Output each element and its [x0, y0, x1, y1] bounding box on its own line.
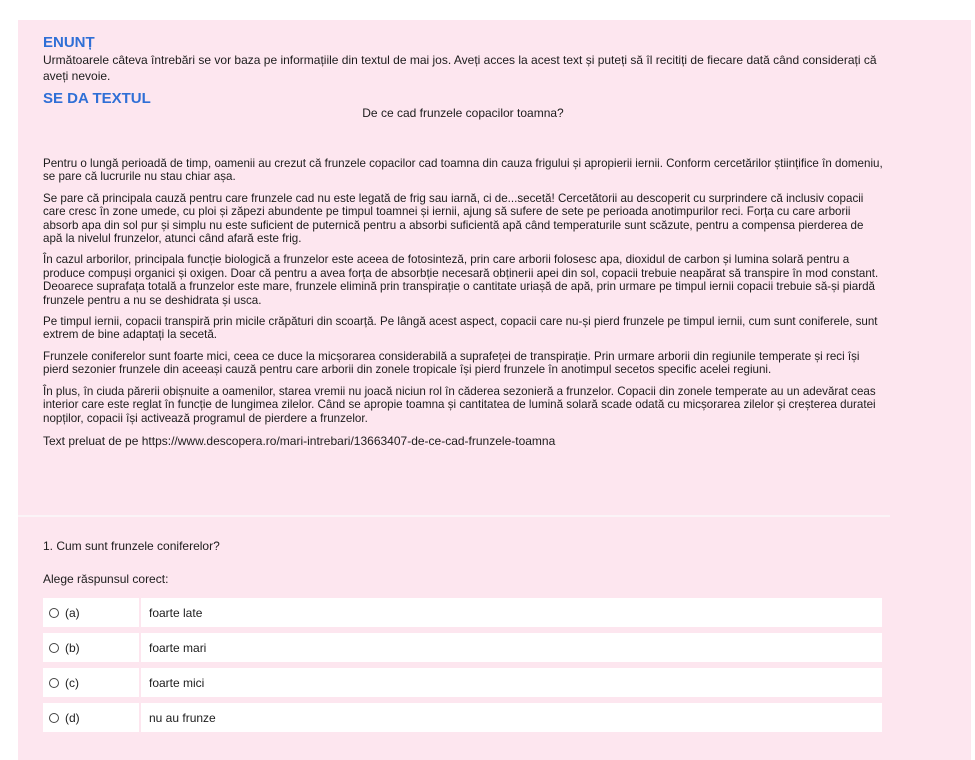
- text-paragraph-6: În plus, în ciuda părerii obișnuite a oamenilor, starea vremii nu joacă niciun rol în căderea sezonieră a frunzelor. Copacii din zonele temperate au un adevărat ceas interior care este reglat în funcție de lungimea zilelor. Când se apropie toamna și cantitatea de lumină solară scade odată cu micșorarea zilelor și creșterea duratei nopților, copacii își activează programul de pierdere a frunzelor.: [43, 384, 876, 425]
- answer-prompt: Alege răspunsul corect:: [43, 572, 169, 586]
- option-text: foarte mari: [149, 640, 207, 655]
- answer-option-b[interactable]: [43, 633, 882, 662]
- option-letter-cell: [43, 633, 141, 662]
- text-paragraph-4: Pe timpul iernii, copacii transpiră prin micile crăpături din scoarță. Pe lângă acest aspect, copacii care nu-și pierd frunzele pe timpul iernii, cum sunt coniferele, sunt extrem de bine adaptați la secetă.: [43, 315, 878, 342]
- option-text: nu au frunze: [149, 710, 216, 725]
- quiz-panel: [18, 20, 971, 760]
- text-paragraph-1: Pentru o lungă perioadă de timp, oamenii au crezut că frunzele copacilor cad toamna din cauza frigului și apropierii iernii. Conform cercetărilor științifice în domeniu, se pare că lucrurile nu stau chiar așa.: [43, 157, 883, 184]
- option-letter-cell: [43, 598, 141, 627]
- option-text: foarte mici: [149, 675, 205, 690]
- enunt-heading: ENUNȚ: [43, 34, 95, 51]
- enunt-text: Următoarele câteva întrebări se vor baza pe informațiile din textul de mai jos. Aveți acces la acest text și puteți să îl recitiți de fiecare dată când considerați că aveți nevoie.: [43, 53, 877, 83]
- option-text: foarte late: [149, 605, 203, 620]
- answer-option-d[interactable]: [43, 703, 882, 732]
- section-divider: [18, 515, 890, 517]
- option-letter-cell: [43, 668, 141, 697]
- answer-options: [43, 598, 882, 738]
- option-letter-cell: [43, 703, 141, 732]
- option-letter: (b): [65, 640, 80, 655]
- radio-icon[interactable]: [49, 643, 59, 653]
- text-paragraph-3: În cazul arborilor, principala funcție biologică a frunzelor este aceea de fotosinteză, prin care arborii folosesc apa, dioxidul de carbon și lumina solară pentru a produce compuși organici și oxigen. Doar că pentru a avea forța de absorbție necesară obținerii apei din sol, copacii trebuie neapărat să transpire în mod constant. Deoarece suprafața totală a frunzelor este mare, frunzele elimină prin transpirație o cantitate uriașă de apă, prin urmare pe timpul iernii copacii trebuie să-și piardă frunzele pentru a nu se deshidrata și usca.: [43, 253, 879, 307]
- text-paragraph-5: Frunzele coniferelor sunt foarte mici, ceea ce duce la micșorarea considerabilă a suprafeței de transpirație. Prin urmare arborii din regiunile temperate și reci își pierd sezonier frunzele din aceeași cauză pentru care arborii din zonele tropicale își pierd frunzele în anotimpul secetos specific acelei regiuni.: [43, 349, 860, 377]
- radio-icon[interactable]: [49, 608, 59, 618]
- radio-icon[interactable]: [49, 713, 59, 723]
- option-letter: (d): [65, 710, 80, 725]
- text-paragraph-2: Se pare că principala cauză pentru care frunzele cad nu este legată de frig sau iarnă, ci de...secetă! Cercetătorii au descoperit cu surprindere că inclusiv copacii care cresc în zone umede, cu ploi și zăpezi abundente pe timpul toamnei și iernii, ajung să sufere de sete pe perioada anotimpurilor reci. Forța cu care arborii absorb apa din sol pur și simplu nu este suficient de puternică pentru a absorbi suficientă apă când temperaturile sunt scăzute, pentru a compensa pierderea de apă la nivelul frunzelor, atunci când afară este frig.: [43, 191, 864, 246]
- answer-option-c[interactable]: [43, 668, 882, 697]
- answer-option-a[interactable]: [43, 598, 882, 627]
- text-title: De ce cad frunzele copacilor toamna?: [362, 106, 564, 120]
- option-letter: (a): [65, 605, 80, 620]
- text-source: Text preluat de pe https://www.descopera.ro/mari-intrebari/13663407-de-ce-cad-frunzele-toamna: [43, 433, 556, 448]
- radio-icon[interactable]: [49, 678, 59, 688]
- text-section-heading: SE DA TEXTUL: [43, 90, 151, 107]
- text-area: [43, 34, 883, 449]
- option-letter: (c): [65, 675, 79, 690]
- question-text: 1. Cum sunt frunzele coniferelor?: [43, 539, 220, 553]
